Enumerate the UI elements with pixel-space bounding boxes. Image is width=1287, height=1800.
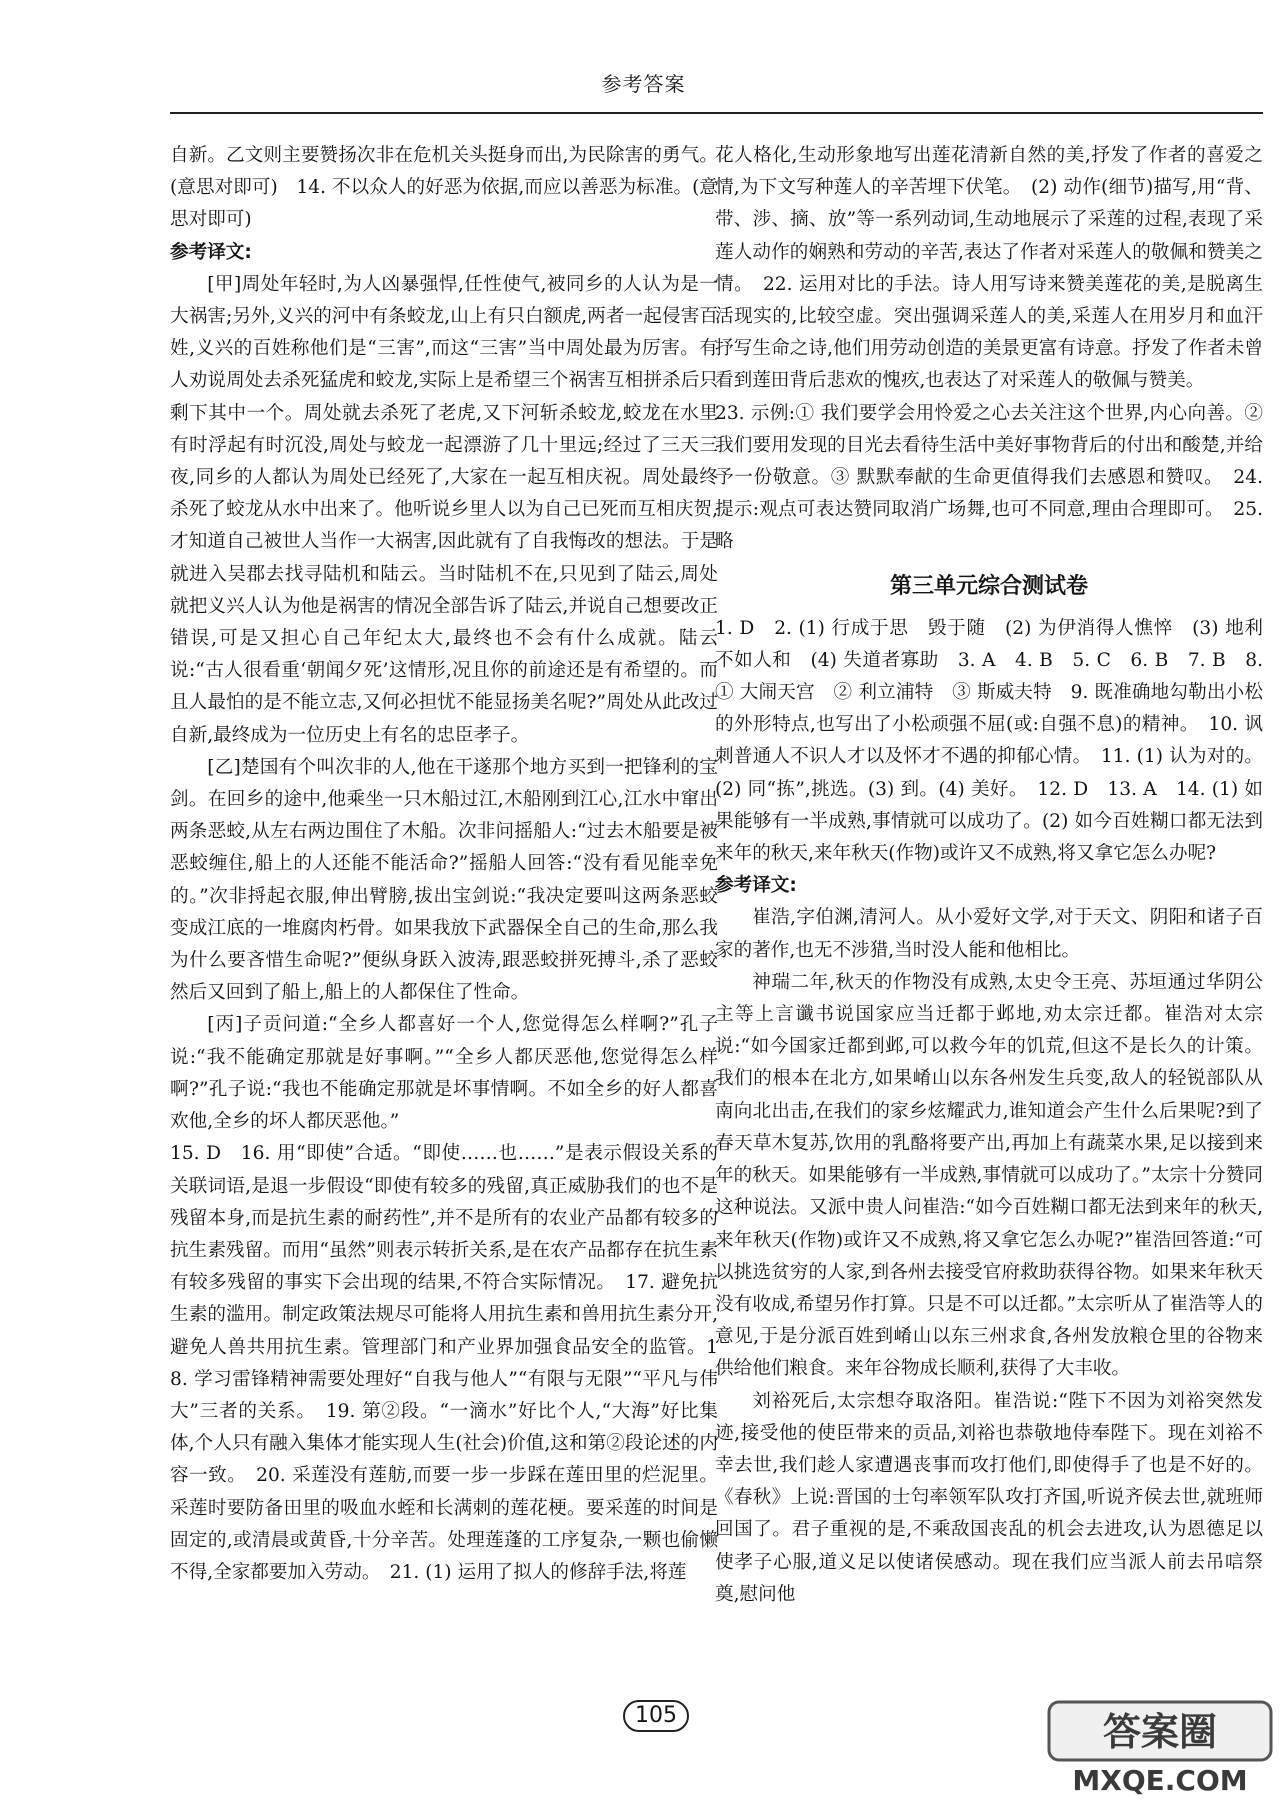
- translation-paragraph: 神瑞二年,秋天的作物没有成熟,太史令王亮、苏垣通过华阴公主等上言谶书说国家应当迁都于邺地,劝太宗迁都。崔浩对太宗说:“如今国家迁都到邺,可以救今年的饥荒,但这不是长久的计策。我们的根本在北方,如果崤山以东各州发生兵变,敌人的轻锐部队从南向北出击,在我们的家乡炫耀武力,谁知道会产生什么后果呢?到了春天草木复苏,饮用的乳酪将要产出,再加上有蔬菜水果,足以接到来年的秋天。如果能够有一半成熟,事情就可以成功了。”太宗十分赞同这种说法。又派中贵人问崔浩:“如今百姓糊口都无法到来年的秋天,来年秋天(作物)或许又不成熟,将又拿它怎么办呢?”崔浩回答道:“可以挑选贫穷的人家,到各州去接受官府救助获得谷物。如果来年秋天没有收成,希望另作打算。只是不可以迁都。”太宗听从了崔浩等人的意见,于是分派百姓到崤山以东三州求食,各州发放粮仓里的谷物来供给他们粮食。来年谷物成长顺利,获得了大丰收。: [715, 971, 1263, 1380]
- answer-paragraph: 1. D 2. (1) 行成于思 毁于随 (2) 为伊消得人憔悴 (3) 地利不如人和 (4) 失道者寡助 3. A 4. B 5. C 6. B 7. B 8. ① 大闹天宫 ② 利立浦特 ③ 斯威夫特 9. 既准确地勾勒出小松的外形特点,也写出了小松顽强不屈(或:自强不息)的精神。 10. 讽刺普通人不识人才以及怀才不遇的抑郁心情。 11. (1) 认为对的。(2) 同“拣”,挑选。(3) 到。(4) 美好。 12. D 13. A 14. (1) 如果能够有一半成熟,事情就可以成功了。(2) 如今百姓糊口都无法到来年的秋天,来年秋天(作物)或许又不成熟,将又拿它怎么办呢?: [715, 617, 1263, 865]
- translation-paragraph: 刘裕死后,太宗想夺取洛阳。崔浩说:“陛下不因为刘裕突然发迹,接受他的使臣带来的贡品,刘裕也恭敬地侍奉陛下。现在刘裕不幸去世,我们趁人家遭遇丧事而攻打他们,即使得手了也是不好的。《春秋》上说:晋国的士匄率领军队攻打齐国,听说齐侯去世,就班师回国了。君子重视的是,不乘敌国丧乱的机会去进攻,认为恩德足以使孝子心服,道义足以使诸侯感动。现在我们应当派人前去吊唁祭奠,慰问他: [715, 1390, 1263, 1605]
- page-number: [611, 1700, 701, 1732]
- translation-paragraph: 崔浩,字伯渊,清河人。从小爱好文学,对于天文、阴阳和诸子百家的著作,也无不涉猎,当时没人能和他相比。: [715, 907, 1263, 961]
- section-title: 第三单元综合测试卷: [889, 573, 1088, 599]
- page-header-title: 参考答案: [601, 72, 686, 96]
- translation-paragraph-bing: [丙]子贡问道:“全乡人都喜好一个人,您觉得怎么样啊?”孔子说:“我不能确定那就是好事啊。”“全乡人都厌恶他,您觉得怎么样啊?”孔子说:“我也不能确定那就是坏事情啊。不如全乡的好人都喜欢他,全乡的坏人都厌恶他。”: [170, 1014, 718, 1133]
- translation-heading: 参考译文:: [715, 875, 797, 897]
- answer-paragraph: 自新。乙文则主要赞扬次非在危机关头挺身而出,为民除害的勇气。(意思对即可) 14. 不以众人的好恶为依据,而应以善恶为标准。(意思对即可): [170, 145, 718, 231]
- answer-paragraph: 15. D 16. 用“即使”合适。“即使……也……”是表示假设关系的关联词语,是退一步假设“即使有较多的残留,真正威胁我们的也不是残留本身,而是抗生素的耐药性”,并不是所有的农业产品都有较多的抗生素残留。而用“虽然”则表示转折关系,是在农产品都存在抗生素有较多残留的事实下会出现的结果,不符合实际情况。 17. 避免抗生素的滥用。制定政策法规尽可能将人用抗生素和兽用抗生素分开,避免人兽共用抗生素。管理部门和产业界加强食品安全的监管。18. 学习雷锋精神需要处理好“自我与他人”“有限与无限”“平凡与伟大”三者的关系。 19. 第②段。“一滴水”好比个人,“大海”好比集体,个人只有融入集体才能实现人生(社会)价值,这和第②段论述的内容一致。 20. 采莲没有莲舫,而要一步一步踩在莲田里的烂泥里。采莲时要防备田里的吸血水蛭和长满刺的莲花梗。要采莲的时间是固定的,或清晨或黄昏,十分辛苦。处理莲蓬的工序复杂,一颗也偷懒不得,全家都要加入劳动。 21. (1) 运用了拟人的修辞手法,将莲: [170, 1143, 718, 1583]
- translation-paragraph-jia: [甲]周处年轻时,为人凶暴强悍,任性使气,被同乡的人认为是一大祸害;另外,义兴的河中有条蛟龙,山上有只白额虎,两者一起侵害百姓,义兴的百姓称他们是“三害”,而这“三害”当中周处最为厉害。有人劝说周处去杀死猛虎和蛟龙,实际上是希望三个祸害互相拼杀后只剩下其中一个。周处就去杀死了老虎,又下河斩杀蛟龙,蛟龙在水里有时浮起有时沉没,周处与蛟龙一起漂游了几十里远;经过了三天三夜,同乡的人都认为周处已经死了,大家在一起互相庆祝。周处最终杀死了蛟龙从水中出来了。他听说乡里人以为自己已死而互相庆贺,才知道自己被世人当作一大祸害,因此就有了自我悔改的想法。于是就进入吴郡去找寻陆机和陆云。当时陆机不在,只见到了陆云,周处就把义兴人认为他是祸害的情况全部告诉了陆云,并说自己想要改正错误,可是又担心自己年纪太大,最终也不会有什么成就。陆云说:“古人很看重‘朝闻夕死’这情形,况且你的前途还是有希望的。而且人最怕的是不能立志,又何必担忧不能显扬美名呢?”周处从此改过自新,最终成为一位历史上有名的忠臣孝子。: [170, 273, 718, 746]
- answer-paragraph: 23. 示例:① 我们要学会用怜爱之心去关注这个世界,内心向善。② 我们要用发现的目光去看待生活中美好事物背后的付出和酸楚,并给予一份敬意。③ 默默奉献的生命更值得我们去感恩和赞叹。 24. 提示:观点可表达赞同取消广场舞,也可不同意,理由合理即可。 25. 略: [715, 402, 1263, 553]
- translation-heading: 参考译文:: [170, 241, 252, 263]
- header-divider: [170, 112, 1263, 114]
- watermark-logo: [1045, 1700, 1275, 1798]
- translation-paragraph-yi: [乙]楚国有个叫次非的人,他在干遂那个地方买到一把锋利的宝剑。在回乡的途中,他乘坐一只木船过江,木船刚到江心,江水中窜出两条恶蛟,从左右两边围住了木船。次非问摇船人:“过去木船要是被恶蛟缠住,船上的人还能不能活命?”摇船人回答:“没有看见能幸免的。”次非捋起衣服,伸出臂膀,拔出宝剑说:“我决定要叫这两条恶蛟变成江底的一堆腐肉朽骨。如果我放下武器保全自己的生命,那么我为什么要吝惜生命呢?”便纵身跃入波涛,跟恶蛟拼死搏斗,杀了恶蛟然后又回到了船上,船上的人都保住了性命。: [170, 756, 718, 1004]
- right-column: [715, 140, 1263, 1640]
- answer-paragraph: 花人格化,生动形象地写出莲花清新自然的美,抒发了作者的喜爱之情,为下文写种莲人的辛苦埋下伏笔。 (2) 动作(细节)描写,用“背、带、涉、摘、放”等一系列动词,生动地展示了采莲的过程,表现了采莲人动作的娴熟和劳动的辛苦,表达了作者对采莲人的敬佩和赞美之情。 22. 运用对比的手法。诗人用写诗来赞美莲花的美,是脱离生活现实的,比较空虚。突出强调采莲人的美,采莲人在用岁月和血汗抒写生命之诗,他们用劳动创造的美景更富有诗意。抒发了作者未曾看到莲田背后悲欢的愧疚,也表达了对采莲人的敬佩与赞美。: [715, 145, 1263, 392]
- watermark-text-cn: 答案圈: [1102, 1710, 1218, 1754]
- watermark-text-url: MXQE.COM: [1072, 1764, 1248, 1797]
- page-number-value: 105: [623, 1700, 689, 1732]
- left-column: [170, 140, 718, 1640]
